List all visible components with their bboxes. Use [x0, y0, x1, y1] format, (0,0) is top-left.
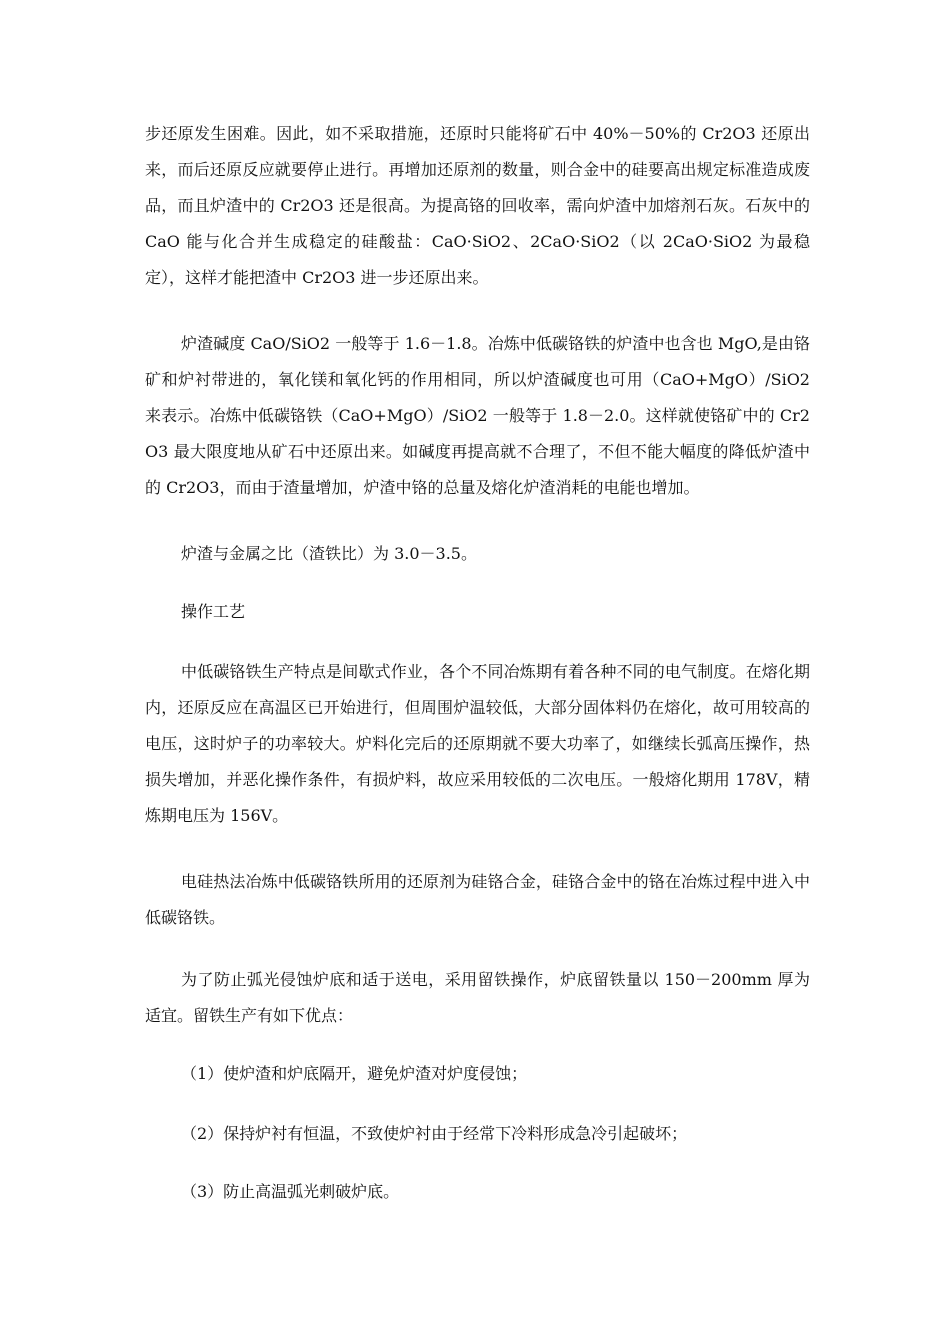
- list-item-2: （2）保持炉衬有恒温，不致使炉衬由于经常下冷料形成急冷引起破坏；: [181, 1124, 688, 1143]
- paragraph-electrical-regime: 中低碳铬铁生产特点是间歇式作业，各个不同冶炼期有着各种不同的电气制度。在熔化期内，还原反应在高温区已开始进行，但周围炉温较低，大部分固体料仍在熔化，故可用较高的电压，这时炉子的功率较大。炉料化完后的还原期就不要大功率了，如继续长弧高压操作，热损失增加，并恶化操作条件，有损炉料，故应采用较低的二次电压。一般熔化期用 178V，精炼期电压为 156V。: [145, 662, 810, 825]
- paragraph-slag-metal-ratio: 炉渣与金属之比（渣铁比）为 3.0－3.5。: [181, 544, 477, 563]
- paragraph-chromium-reduction: 步还原发生困难。因此，如不采取措施，还原时只能将矿石中 40%－50%的 Cr2O3 还原出来，而后还原反应就要停止进行。再增加还原剂的数量，则合金中的硅要高出规定标准造成废品，而且炉渣中的 Cr2O3 还是很高。为提高铬的回收率，需向炉渣中加熔剂石灰。石灰中的 CaO 能与化合并生成稳定的硅酸盐：CaO·SiO2、2CaO·SiO2（以 2CaO·SiO2 为最稳定），这样才能把渣中 Cr2O3 进一步还原出来。: [145, 124, 810, 287]
- paragraph-reducing-agent: 电硅热法冶炼中低碳铬铁所用的还原剂为硅铬合金，硅铬合金中的铬在冶炼过程中进入中低碳铬铁。: [145, 872, 810, 927]
- paragraph-slag-basicity: 炉渣碱度 CaO/SiO2 一般等于 1.6－1.8。冶炼中低碳铬铁的炉渣中也含也 MgO,是由铬矿和炉衬带进的，氧化镁和氧化钙的作用相同，所以炉渣碱度也可用（CaO+MgO）/SiO2 来表示。冶炼中低碳铬铁（CaO+MgO）/SiO2 一般等于 1.8－2.0。这样就使铬矿中的 Cr2O3 最大限度地从矿石中还原出来。如碱度再提高就不合理了，不但不能大幅度的降低炉渣中的 Cr2O3，而由于渣量增加，炉渣中铬的总量及熔化炉渣消耗的电能也增加。: [145, 334, 810, 497]
- paragraph-iron-retention: 为了防止弧光侵蚀炉底和适于送电，采用留铁操作，炉底留铁量以 150－200mm 厚为适宜。留铁生产有如下优点：: [145, 970, 810, 1025]
- list-item-1: （1）使炉渣和炉底隔开，避免炉渣对炉度侵蚀；: [181, 1064, 528, 1083]
- list-item-3: （3）防止高温弧光刺破炉底。: [181, 1182, 400, 1201]
- section-heading-operation-process: 操作工艺: [181, 602, 246, 621]
